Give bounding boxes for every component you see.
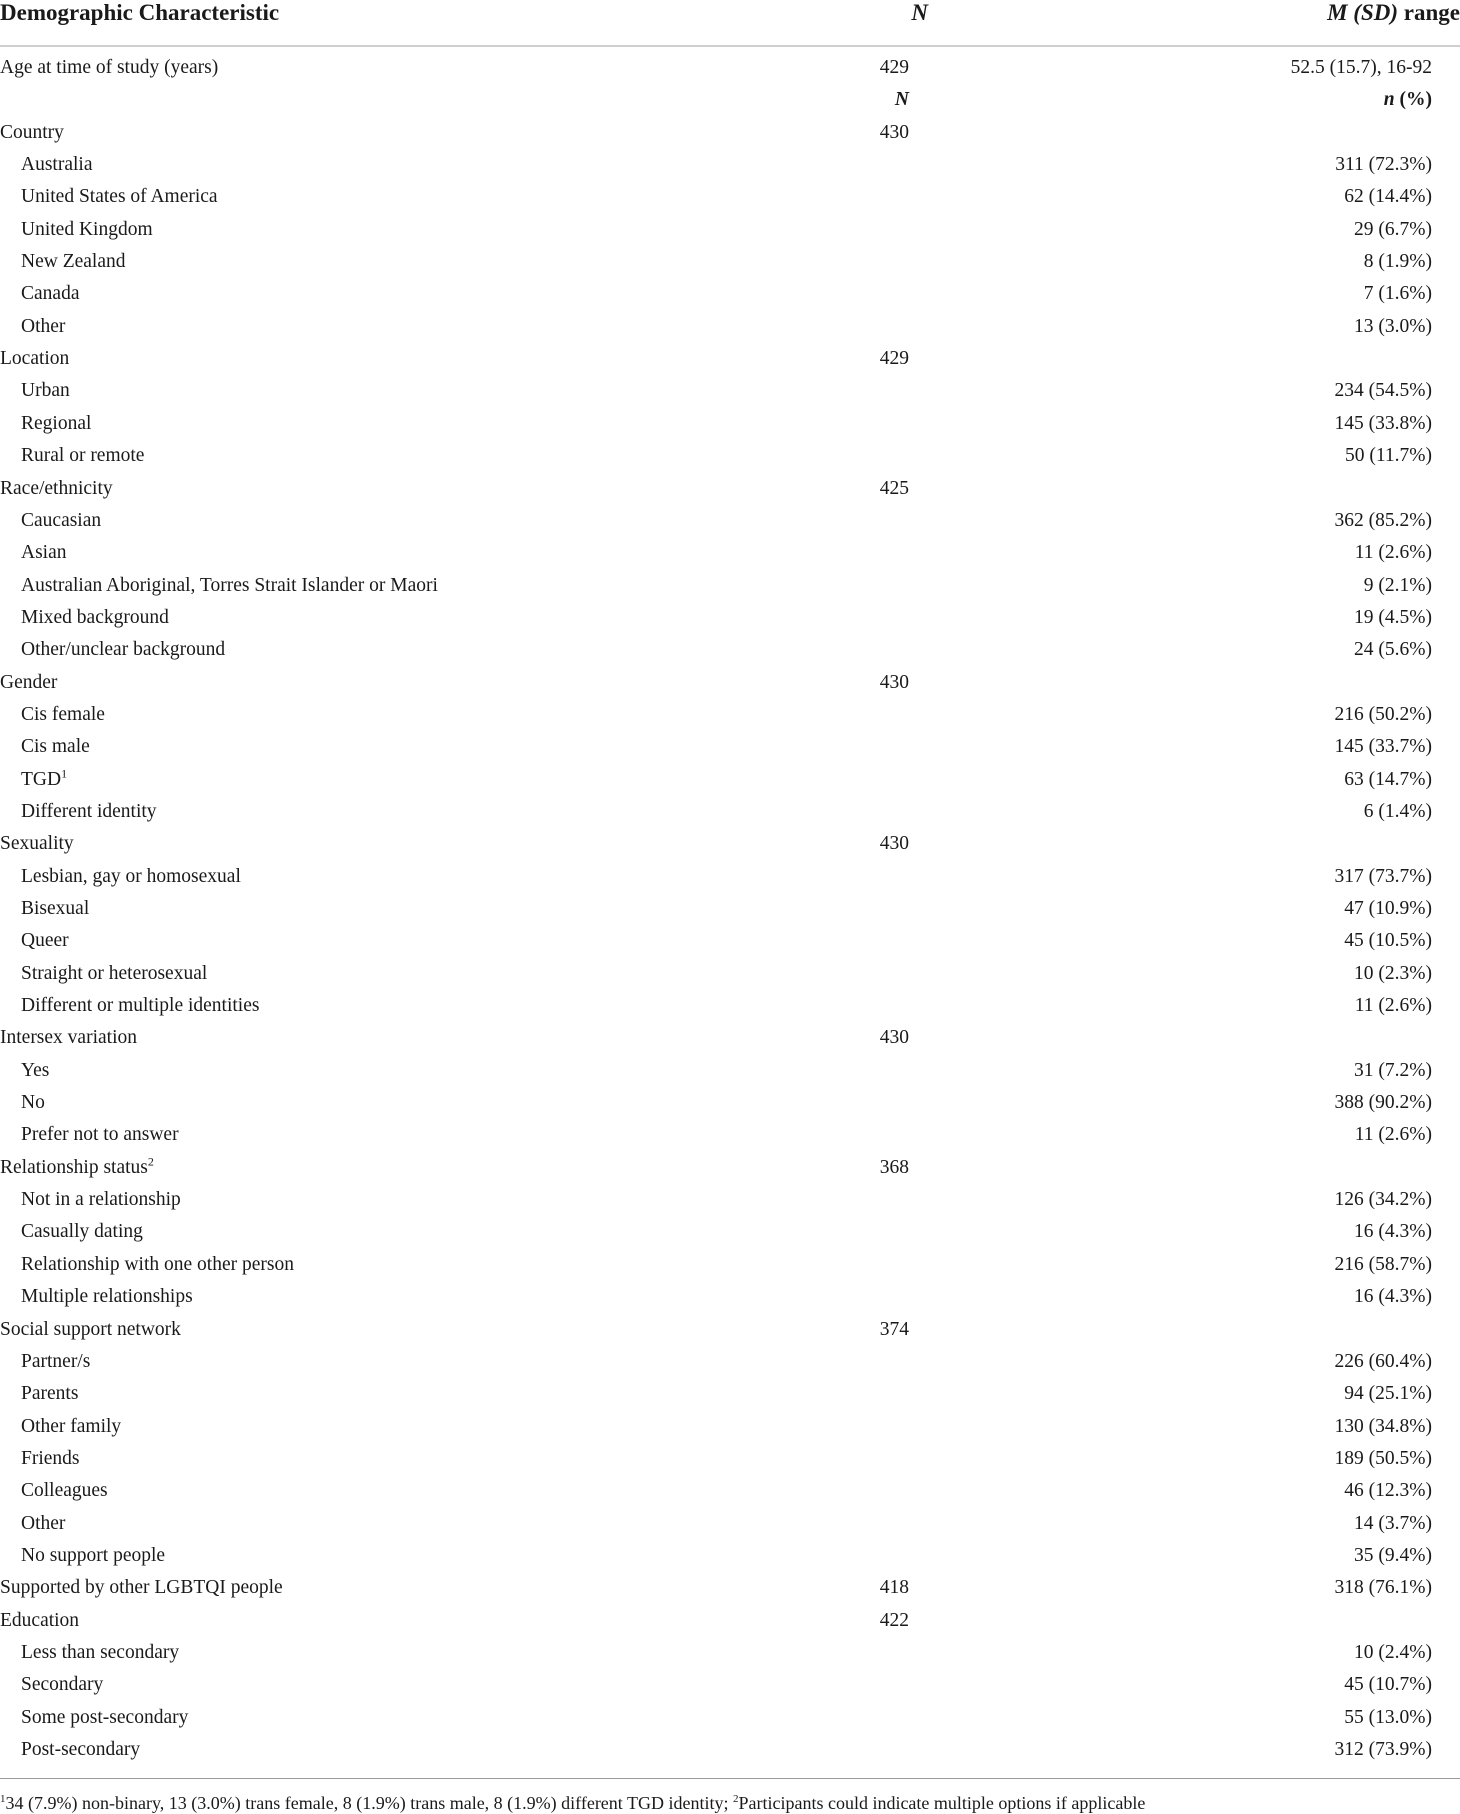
row-value-text: 94 (25.1%) <box>1344 1383 1432 1404</box>
row-value-text: 6 (1.4%) <box>1363 801 1432 822</box>
row-value <box>1364 248 1432 276</box>
row-label-text: No <box>21 1092 45 1113</box>
table-row <box>0 572 1460 600</box>
row-label <box>21 1671 103 1699</box>
table-group-row <box>0 119 1460 147</box>
row-label-text: Other <box>21 316 66 337</box>
row-n: 418 <box>879 1577 909 1598</box>
row-label-text: Bisexual <box>21 898 90 919</box>
row-label <box>21 604 169 632</box>
table-group-row <box>0 1574 1460 1602</box>
row-value <box>1354 1639 1432 1667</box>
row-label <box>0 1154 154 1182</box>
row-label <box>21 377 70 405</box>
footnote-marker-1: 1 <box>0 1793 6 1805</box>
row-value-text: 62 (14.4%) <box>1344 186 1432 207</box>
row-label-text: Social support network <box>0 1319 181 1340</box>
row-value <box>1344 183 1432 211</box>
row-label-text: Multiple relationships <box>21 1286 193 1307</box>
row-value <box>1291 54 1432 82</box>
row-label-text: Relationship status <box>0 1157 148 1178</box>
row-label-text: Parents <box>21 1383 79 1404</box>
row-value <box>1354 960 1432 988</box>
row-label <box>21 992 259 1020</box>
footnote-text-2: Participants could indicate multiple options if applicable <box>738 1793 1146 1813</box>
row-value-text: 19 (4.5%) <box>1354 607 1432 628</box>
row-label <box>21 151 92 179</box>
row-value <box>1354 636 1432 664</box>
row-value <box>1335 1089 1432 1117</box>
table-row <box>0 733 1460 761</box>
row-value <box>1364 798 1432 826</box>
row-value-text: 362 (85.2%) <box>1334 510 1432 531</box>
row-value <box>1354 313 1432 341</box>
row-value-text: 11 (2.6%) <box>1354 1124 1432 1145</box>
row-label <box>0 475 113 503</box>
row-label-text: United States of America <box>21 186 218 207</box>
header-characteristic: Demographic Characteristic <box>0 0 280 25</box>
row-value <box>1384 86 1432 114</box>
row-label <box>21 1121 179 1149</box>
row-label-text: Asian <box>21 542 67 563</box>
row-label-text: TGD <box>21 769 62 790</box>
row-label-text: Rural or remote <box>21 445 145 466</box>
row-value <box>1364 572 1432 600</box>
row-label <box>21 216 153 244</box>
table-row <box>0 701 1460 729</box>
row-value-text: 317 (73.7%) <box>1334 866 1432 887</box>
table-row <box>0 1348 1460 1376</box>
row-value <box>1335 1574 1432 1602</box>
row-value-text: (%) <box>1394 89 1432 110</box>
table-row <box>0 1380 1460 1408</box>
row-value-text: 13 (3.0%) <box>1354 316 1432 337</box>
table-group-row <box>0 669 1460 697</box>
row-label <box>21 280 79 308</box>
row-label-text: Urban <box>21 380 70 401</box>
table-row <box>0 863 1460 891</box>
row-value <box>1345 442 1432 470</box>
row-label <box>21 313 65 341</box>
table-row <box>0 766 1460 794</box>
row-label-text: Different identity <box>21 801 157 822</box>
row-n: 430 <box>879 1027 909 1048</box>
row-value <box>1344 766 1432 794</box>
row-value <box>1335 507 1432 535</box>
row-value <box>1335 701 1432 729</box>
row-value <box>1335 1186 1432 1214</box>
row-value-text: 9 (2.1%) <box>1363 575 1432 596</box>
table-row <box>0 1283 1460 1311</box>
row-label-text: Country <box>0 122 64 143</box>
row-label-text: Race/ethnicity <box>0 478 113 499</box>
table-row <box>0 895 1460 923</box>
table-row <box>0 1445 1460 1473</box>
row-value <box>1354 1510 1432 1538</box>
table-row <box>0 1542 1460 1570</box>
row-label-text: Colleagues <box>21 1480 108 1501</box>
row-label <box>21 1704 188 1732</box>
row-label <box>21 1380 78 1408</box>
row-value-text: 14 (3.7%) <box>1354 1513 1432 1534</box>
row-value-text: 45 (10.5%) <box>1344 930 1432 951</box>
row-value-text: 7 (1.6%) <box>1363 283 1432 304</box>
table-row <box>0 927 1460 955</box>
row-label-text: Friends <box>21 1448 80 1469</box>
row-value-text: 35 (9.4%) <box>1354 1545 1432 1566</box>
table-footnote <box>0 1778 1460 1813</box>
table-row <box>0 992 1460 1020</box>
row-value <box>1335 377 1432 405</box>
table-row <box>0 183 1460 211</box>
row-label <box>21 927 69 955</box>
table-group-row <box>0 1154 1460 1182</box>
table-row <box>0 1218 1460 1246</box>
row-value-text: 312 (73.9%) <box>1334 1739 1432 1760</box>
row-value <box>1335 1251 1432 1279</box>
table-group-row <box>0 475 1460 503</box>
row-value-text: 63 (14.7%) <box>1344 769 1432 790</box>
row-value <box>1344 895 1432 923</box>
row-value <box>1335 1736 1432 1764</box>
table-row <box>0 1413 1460 1441</box>
row-label-text: Sexuality <box>0 833 74 854</box>
row-label-text: Australian Aboriginal, Torres Strait Islander or Maori <box>21 575 438 596</box>
row-value <box>1354 1542 1432 1570</box>
row-n: 368 <box>879 1157 909 1178</box>
row-n: 374 <box>879 1319 909 1340</box>
row-value-text: 11 (2.6%) <box>1354 995 1432 1016</box>
row-value <box>1354 604 1432 632</box>
row-value-text: 47 (10.9%) <box>1344 898 1432 919</box>
header-n: N <box>911 0 928 25</box>
row-value-text: 46 (12.3%) <box>1344 1480 1432 1501</box>
row-label <box>0 669 57 697</box>
table-group-row <box>0 830 1460 858</box>
row-value <box>1355 539 1432 567</box>
row-n: 422 <box>879 1610 909 1631</box>
table-row <box>0 1121 1460 1149</box>
row-value <box>1354 1218 1432 1246</box>
row-label <box>21 766 67 794</box>
row-label <box>21 1542 165 1570</box>
row-value-text: 29 (6.7%) <box>1354 219 1432 240</box>
table-row <box>0 1510 1460 1538</box>
row-value <box>1354 216 1432 244</box>
row-label-text: Other <box>21 1513 66 1534</box>
row-label <box>21 701 105 729</box>
table-row <box>0 1057 1460 1085</box>
table-row <box>0 442 1460 470</box>
row-label-text: Casually dating <box>21 1221 143 1242</box>
row-label-text: Yes <box>21 1060 50 1081</box>
row-label <box>21 1057 49 1085</box>
row-label <box>21 1218 143 1246</box>
row-value-text: 8 (1.9%) <box>1363 251 1432 272</box>
row-label <box>21 1251 294 1279</box>
row-label-text: Gender <box>0 672 58 693</box>
row-value <box>1364 280 1432 308</box>
row-label-text: New Zealand <box>21 251 126 272</box>
footnote-ref: 2 <box>147 1154 154 1169</box>
row-label <box>21 1445 80 1473</box>
table-row <box>0 1477 1460 1505</box>
row-value <box>1344 1671 1432 1699</box>
row-value-text: 31 (7.2%) <box>1354 1060 1432 1081</box>
row-value <box>1335 410 1432 438</box>
row-label-text: Location <box>0 348 70 369</box>
row-value-text: 216 (50.2%) <box>1334 704 1432 725</box>
row-label-text: Secondary <box>21 1674 104 1695</box>
row-label <box>21 507 101 535</box>
row-label-text: Other/unclear background <box>21 639 226 660</box>
row-n: 429 <box>879 57 909 78</box>
table-header <box>0 0 1460 47</box>
row-label <box>0 830 74 858</box>
row-label-text: Straight or heterosexual <box>21 963 208 984</box>
row-value-text: 10 (2.3%) <box>1354 963 1432 984</box>
row-label <box>21 248 126 276</box>
table-row <box>0 280 1460 308</box>
row-value-text: 16 (4.3%) <box>1354 1286 1432 1307</box>
row-label-text: Mixed background <box>21 607 169 628</box>
row-label <box>21 1413 121 1441</box>
row-n: 429 <box>879 348 909 369</box>
row-value <box>1355 992 1432 1020</box>
row-label <box>21 1736 140 1764</box>
row-label-text: Not in a relationship <box>21 1189 181 1210</box>
row-value <box>1344 1704 1432 1732</box>
table-group-row <box>0 54 1460 82</box>
row-value-text: 24 (5.6%) <box>1354 639 1432 660</box>
row-value <box>1335 1413 1432 1441</box>
table-group-row <box>0 1607 1460 1635</box>
table-row <box>0 248 1460 276</box>
row-value-text: 50 (11.7%) <box>1344 445 1432 466</box>
row-value-text: 130 (34.8%) <box>1334 1416 1432 1437</box>
row-label <box>21 798 157 826</box>
row-value-text: 189 (50.5%) <box>1334 1448 1432 1469</box>
table-row <box>0 507 1460 535</box>
row-label-text: Prefer not to answer <box>21 1124 179 1145</box>
row-value <box>1344 1477 1432 1505</box>
row-label <box>21 183 218 211</box>
footnote-text-1: 34 (7.9%) non-binary, 13 (3.0%) trans female, 8 (1.9%) trans male, 8 (1.9%) different TGD identity; <box>5 1793 733 1813</box>
row-value-text: 45 (10.7%) <box>1344 1674 1432 1695</box>
row-label-text: Post-secondary <box>21 1739 141 1760</box>
header-msd-range <box>1327 0 1460 26</box>
row-label-text: Supported by other LGBTQI people <box>0 1577 283 1598</box>
row-value <box>1335 733 1432 761</box>
row-label-text: Cis male <box>21 736 90 757</box>
table-row <box>0 539 1460 567</box>
row-label <box>21 410 91 438</box>
row-value <box>1335 1445 1432 1473</box>
table-row <box>0 1186 1460 1214</box>
row-label-text: Different or multiple identities <box>21 995 260 1016</box>
table-row <box>0 604 1460 632</box>
row-label <box>21 1510 65 1538</box>
row-label <box>21 572 438 600</box>
row-label <box>21 895 89 923</box>
table-row <box>0 1704 1460 1732</box>
row-value-text: 145 (33.8%) <box>1334 413 1432 434</box>
footnote-marker-2: 2 <box>732 1793 739 1805</box>
row-label <box>21 1639 179 1667</box>
row-label-text: Education <box>0 1610 80 1631</box>
row-value-text: 11 (2.6%) <box>1354 542 1432 563</box>
row-value-italic: n <box>1383 89 1395 110</box>
row-label <box>0 1574 283 1602</box>
row-label <box>21 1089 45 1117</box>
row-label <box>21 1348 90 1376</box>
row-label-text: Canada <box>21 283 80 304</box>
row-value <box>1344 927 1432 955</box>
table-row <box>0 216 1460 244</box>
footnote-ref: 1 <box>61 766 68 781</box>
row-label <box>0 345 69 373</box>
row-label-text: Lesbian, gay or homosexual <box>21 866 241 887</box>
row-value <box>1335 151 1432 179</box>
table-row <box>0 410 1460 438</box>
row-n: 425 <box>879 478 909 499</box>
row-label <box>0 1607 79 1635</box>
row-value-text: 388 (90.2%) <box>1334 1092 1432 1113</box>
table-row <box>0 798 1460 826</box>
row-value-text: 226 (60.4%) <box>1334 1351 1432 1372</box>
row-label <box>21 539 67 567</box>
row-label-text: Australia <box>21 154 93 175</box>
row-value-text: 52.5 (15.7), 16-92 <box>1290 57 1432 78</box>
row-value-text: 216 (58.7%) <box>1334 1254 1432 1275</box>
row-label <box>21 733 90 761</box>
row-value <box>1335 1348 1432 1376</box>
row-value-text: 55 (13.0%) <box>1344 1707 1432 1728</box>
row-label-text: Relationship with one other person <box>21 1254 294 1275</box>
row-label <box>0 1316 181 1344</box>
row-label-text: Caucasian <box>21 510 102 531</box>
table-row <box>0 636 1460 664</box>
row-label <box>21 1283 193 1311</box>
row-label-text: Queer <box>21 930 69 951</box>
row-n: 430 <box>879 833 909 854</box>
table-row <box>0 313 1460 341</box>
row-label-text: No support people <box>21 1545 166 1566</box>
row-value <box>1335 863 1432 891</box>
table-row <box>0 960 1460 988</box>
row-value <box>1354 1057 1432 1085</box>
row-label-text: Age at time of study (years) <box>0 57 219 78</box>
table-row <box>0 1736 1460 1764</box>
row-value-text: 145 (33.7%) <box>1334 736 1432 757</box>
row-value-text: 234 (54.5%) <box>1334 380 1432 401</box>
table-row <box>0 1639 1460 1667</box>
row-label-text: Cis female <box>21 704 105 725</box>
header-msd-italic: M (SD) <box>1327 0 1399 25</box>
row-value-text: 318 (76.1%) <box>1334 1577 1432 1598</box>
row-label <box>21 863 241 891</box>
row-value <box>1344 1380 1432 1408</box>
row-value-text: 126 (34.2%) <box>1334 1189 1432 1210</box>
row-n: 430 <box>879 672 909 693</box>
table-group-row <box>0 1024 1460 1052</box>
row-label-text: Regional <box>21 413 92 434</box>
row-label <box>0 54 218 82</box>
table-row <box>0 1089 1460 1117</box>
table-group-row <box>0 345 1460 373</box>
row-value-text: 16 (4.3%) <box>1354 1221 1432 1242</box>
row-value-text: 10 (2.4%) <box>1354 1642 1432 1663</box>
row-label <box>0 1024 137 1052</box>
row-label-text: Some post-secondary <box>21 1707 189 1728</box>
row-label-text: Intersex variation <box>0 1027 137 1048</box>
row-label <box>21 442 144 470</box>
table-row <box>0 377 1460 405</box>
row-n: 430 <box>879 122 909 143</box>
row-label-text: Partner/s <box>21 1351 91 1372</box>
row-label <box>21 960 207 988</box>
row-n: N <box>894 89 909 110</box>
table-row <box>0 1251 1460 1279</box>
row-label-text: Less than secondary <box>21 1642 180 1663</box>
header-range: range <box>1398 0 1460 25</box>
table-row <box>0 151 1460 179</box>
row-label <box>21 1186 181 1214</box>
row-label <box>21 636 225 664</box>
row-value <box>1354 1283 1432 1311</box>
row-label-text: Other family <box>21 1416 122 1437</box>
row-value <box>1355 1121 1432 1149</box>
row-label-text: United Kingdom <box>21 219 153 240</box>
row-label <box>21 1477 108 1505</box>
row-value-text: 311 (72.3%) <box>1335 154 1432 175</box>
column-subheader-row <box>0 86 1460 114</box>
row-label <box>0 119 64 147</box>
table-row <box>0 1671 1460 1699</box>
table-group-row <box>0 1316 1460 1344</box>
